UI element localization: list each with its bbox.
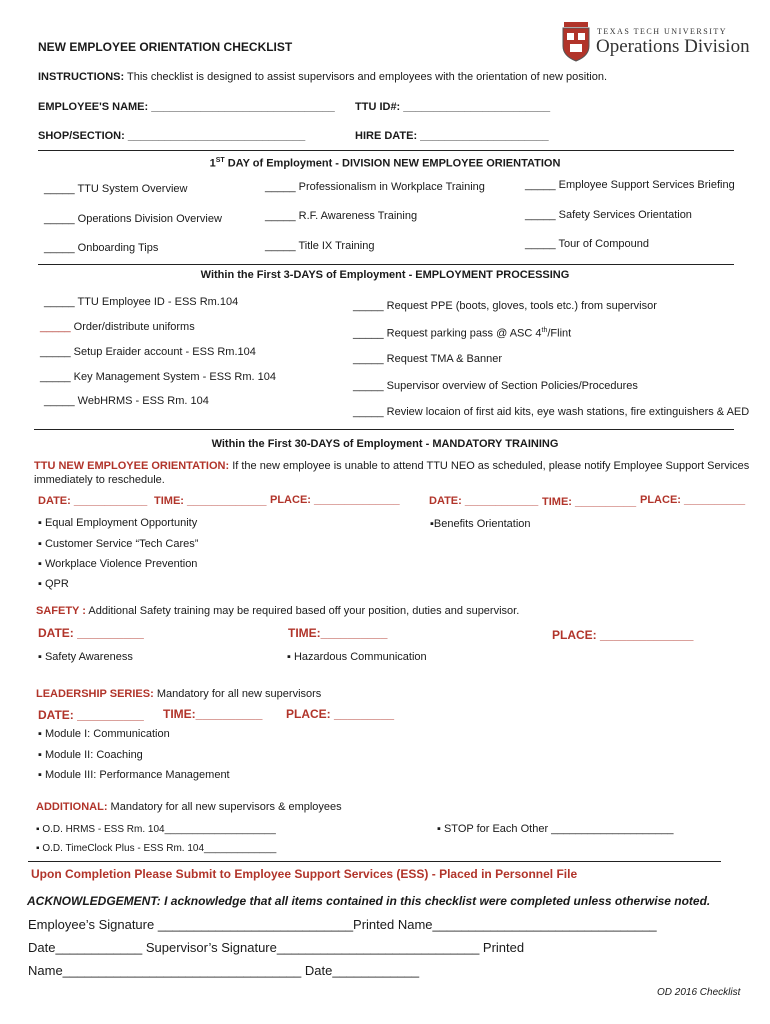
additional-text: Mandatory for all new supervisors & employees: [107, 801, 342, 813]
leadership-date-field[interactable]: DATE: __________: [38, 708, 144, 722]
bullet-icon: ▪: [287, 651, 294, 663]
safety-item: ▪ Safety Awareness: [38, 651, 133, 663]
leadership-label: LEADERSHIP SERIES:: [36, 688, 154, 700]
bullet-icon: ▪: [38, 558, 45, 570]
bullet-icon: ▪: [38, 749, 45, 761]
leadership-time-field[interactable]: TIME:__________: [163, 707, 263, 721]
additional-item[interactable]: ▪ O.D. HRMS - ESS Rm. 104____________________: [36, 824, 276, 835]
benefits-item: ▪Benefits Orientation: [430, 518, 531, 530]
leadership-item: ▪ Module II: Coaching: [38, 749, 143, 761]
day3-heading: Within the First 3-DAYS of Employment - EMPLOYMENT PROCESSING: [200, 269, 570, 281]
checklist-item[interactable]: _____ Review locaion of first aid kits, eye wash stations, fire extinguishers & AED: [353, 406, 750, 418]
leadership-item: ▪ Module III: Performance Management: [38, 769, 230, 781]
divider: [38, 150, 734, 151]
bullet-icon: ▪: [38, 538, 45, 550]
benefits-time-field[interactable]: TIME: __________: [542, 496, 637, 508]
divider: [34, 429, 734, 430]
neo-text-cont: immediately to reschedule.: [34, 474, 165, 486]
bullet-icon: ▪: [38, 769, 45, 781]
safety-text: Additional Safety training may be required based off your position, duties and supervisor.: [85, 605, 520, 617]
leadership-place-field[interactable]: PLACE: _________: [286, 707, 395, 721]
safety-place-field[interactable]: PLACE: ______________: [552, 628, 694, 642]
ttu-id-field[interactable]: TTU ID#: ________________________: [355, 101, 551, 113]
neo-date-field[interactable]: DATE: ____________: [38, 495, 148, 507]
safety-label: SAFETY :: [36, 605, 86, 617]
bullet-icon: ▪: [430, 518, 434, 530]
instructions-label: INSTRUCTIONS:: [38, 71, 125, 83]
checklist-item[interactable]: _____ Tour of Compound: [525, 238, 649, 250]
logo-university-name: TEXAS TECH UNIVERSITY: [597, 27, 728, 36]
checklist-item[interactable]: _____ Professionalism in Workplace Training: [265, 181, 485, 193]
neo-text: If the new employee is unable to attend TTU NEO as scheduled, please notify Employee Support Services: [229, 460, 750, 472]
page-title: NEW EMPLOYEE ORIENTATION CHECKLIST: [38, 40, 293, 54]
bullet-icon: ▪: [437, 823, 444, 835]
checklist-item[interactable]: _____ TTU System Overview: [44, 183, 188, 195]
checklist-item[interactable]: _____ Request PPE (boots, gloves, tools etc.) from supervisor: [353, 300, 657, 312]
neo-label: TTU NEW EMPLOYEE ORIENTATION:: [34, 460, 230, 472]
day1-heading: 1ST DAY of Employment - DIVISION NEW EMPLOYEE ORIENTATION: [209, 157, 561, 170]
footer-label: OD 2016 Checklist: [657, 987, 741, 998]
checklist-item[interactable]: _____ Employee Support Services Briefing: [525, 179, 735, 191]
day30-heading: Within the First 30-DAYS of Employment - MANDATORY TRAINING: [211, 438, 559, 450]
employee-name-field[interactable]: EMPLOYEE'S NAME: ______________________________: [38, 101, 335, 113]
neo-item: ▪ Equal Employment Opportunity: [38, 517, 198, 529]
checklist-item[interactable]: _____ Order/distribute uniforms: [40, 321, 195, 333]
neo-place-field[interactable]: PLACE: ______________: [270, 494, 400, 506]
acknowledgement-statement: ACKNOWLEDGEMENT: I acknowledge that all items contained in this checklist were completed unless otherwise noted.: [27, 894, 711, 908]
bullet-icon: ▪: [38, 578, 45, 590]
checklist-item[interactable]: _____ Supervisor overview of Section Policies/Procedures: [353, 380, 638, 392]
neo-item: ▪ Customer Service “Tech Cares”: [38, 538, 199, 550]
additional-item[interactable]: ▪ STOP for Each Other ____________________: [437, 823, 674, 835]
checklist-item[interactable]: _____ Request parking pass @ ASC 4th/Flint: [353, 327, 572, 340]
neo-time-field[interactable]: TIME: _____________: [154, 495, 267, 507]
checklist-item[interactable]: _____ Onboarding Tips: [44, 242, 159, 254]
additional-item[interactable]: ▪ O.D. TimeClock Plus - ESS Rm. 104_____________: [36, 843, 277, 854]
neo-item: ▪ Workplace Violence Prevention: [38, 558, 198, 570]
printed-name-line[interactable]: Name_________________________________ Date____________: [28, 963, 420, 978]
checklist-item[interactable]: _____ Operations Division Overview: [44, 213, 222, 225]
bullet-icon: ▪: [38, 517, 45, 529]
logo-division-name: Operations Division: [596, 36, 750, 57]
ttu-shield-logo: [561, 22, 591, 62]
shop-section-field[interactable]: SHOP/SECTION: _____________________________: [38, 130, 306, 142]
leadership-item: ▪ Module I: Communication: [38, 728, 170, 740]
divider: [38, 264, 734, 265]
checklist-item[interactable]: _____ WebHRMS - ESS Rm. 104: [44, 395, 209, 407]
benefits-date-field[interactable]: DATE: ____________: [429, 495, 539, 507]
benefits-place-field[interactable]: PLACE: __________: [640, 494, 746, 506]
neo-item: ▪ QPR: [38, 578, 69, 590]
hire-date-field[interactable]: HIRE DATE: _____________________: [355, 130, 549, 142]
additional-label: ADDITIONAL:: [36, 801, 108, 813]
safety-item: ▪ Hazardous Communication: [287, 651, 427, 663]
checklist-item[interactable]: _____ TTU Employee ID - ESS Rm.104: [44, 296, 239, 308]
checklist-item[interactable]: _____ R.F. Awareness Training: [265, 210, 418, 222]
bullet-icon: ▪: [38, 728, 45, 740]
employee-signature-line[interactable]: Employee’s Signature ___________________________Printed Name_______________________________: [28, 917, 657, 932]
completion-instructions: Upon Completion Please Submit to Employee Support Services (ESS) - Placed in Personnel File: [31, 867, 578, 881]
safety-time-field[interactable]: TIME:__________: [288, 626, 388, 640]
checklist-item[interactable]: _____ Key Management System - ESS Rm. 104: [40, 371, 277, 383]
bullet-icon: ▪: [36, 824, 43, 835]
checklist-item[interactable]: _____ Request TMA & Banner: [353, 353, 503, 365]
instructions-text: This checklist is designed to assist supervisors and employees with the orientation of new position.: [127, 71, 607, 83]
leadership-text: Mandatory for all new supervisors: [153, 688, 322, 700]
safety-date-field[interactable]: DATE: __________: [38, 626, 144, 640]
supervisor-signature-line[interactable]: Date____________ Supervisor’s Signature____________________________ Printed: [28, 940, 525, 955]
bullet-icon: ▪: [36, 843, 43, 854]
checklist-item[interactable]: _____ Setup Eraider account - ESS Rm.104: [40, 346, 256, 358]
bullet-icon: ▪: [38, 651, 45, 663]
divider: [28, 861, 721, 862]
checklist-item[interactable]: _____ Safety Services Orientation: [525, 209, 692, 221]
checklist-item[interactable]: _____ Title IX Training: [265, 240, 375, 252]
